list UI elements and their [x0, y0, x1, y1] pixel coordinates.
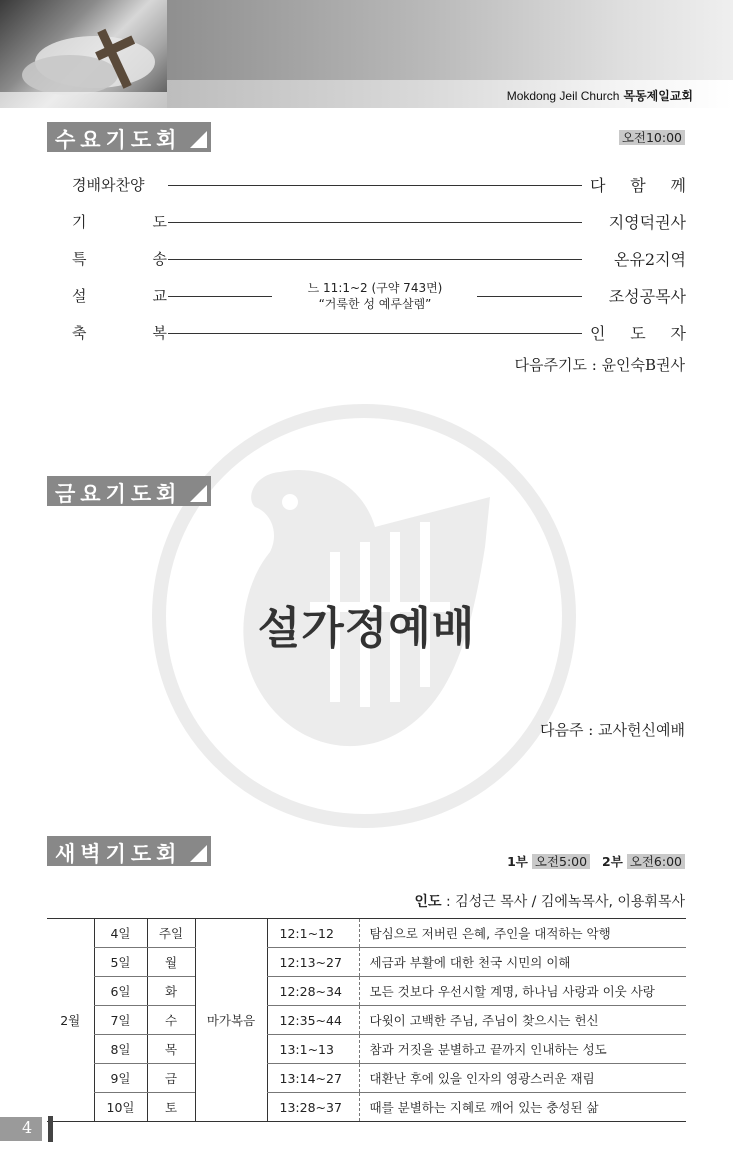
leaders-label: 인도 — [414, 894, 442, 910]
wednesday-time — [619, 128, 685, 146]
date-cell: 5일 — [94, 948, 147, 977]
part1-label: 1부 — [507, 854, 528, 869]
wednesday-title: 수요기도회 — [55, 128, 182, 152]
dawn-leaders — [414, 891, 685, 911]
part2-label: 2부 — [602, 854, 623, 869]
reference-cell: 12:1~12 — [267, 919, 359, 948]
dawn-schedule-table — [47, 918, 686, 1122]
day-cell: 수 — [147, 1006, 195, 1035]
leader-line — [477, 296, 582, 297]
date-cell: 8일 — [94, 1035, 147, 1064]
book-cell: 마가복음 — [195, 919, 267, 1122]
sermon-reference: 느 11:1~2 (구약 743면) — [307, 281, 443, 295]
row-value: 조성공목사 — [608, 287, 686, 306]
wednesday-row-blessing — [72, 322, 686, 344]
reference-cell: 12:13~27 — [267, 948, 359, 977]
church-name-en: Mokdong Jeil Church — [506, 89, 620, 103]
dawn-section-header — [47, 836, 211, 866]
sermon-title: “거룩한 성 예루살렘” — [318, 297, 432, 311]
leader-line — [168, 259, 582, 260]
corner-triangle-icon — [190, 131, 207, 148]
church-name — [507, 87, 693, 104]
topic-cell: 모든 것보다 우선시할 계명, 하나님 사랑과 이웃 사랑 — [359, 977, 686, 1006]
reference-cell: 13:28~37 — [267, 1093, 359, 1122]
day-cell: 화 — [147, 977, 195, 1006]
wednesday-row-worship — [72, 174, 686, 196]
row-label: 설 교 — [72, 287, 167, 305]
row-value: 지영덕권사 — [608, 213, 686, 232]
dawn-title: 새벽기도회 — [55, 842, 182, 866]
part1-time: 오전5:00 — [532, 854, 590, 869]
row-label: 기 도 — [72, 213, 167, 231]
row-value: 온유2지역 — [613, 250, 686, 269]
wednesday-row-sermon — [72, 281, 686, 311]
reference-cell: 12:35~44 — [267, 1006, 359, 1035]
day-cell: 목 — [147, 1035, 195, 1064]
leader-line — [168, 222, 582, 223]
table-row — [47, 948, 686, 977]
table-row — [47, 1064, 686, 1093]
reference-cell: 12:28~34 — [267, 977, 359, 1006]
date-cell: 7일 — [94, 1006, 147, 1035]
friday-main-title: 설가정예배 — [257, 603, 476, 654]
leaders-names: : 김성근 목사 / 김에녹목사, 이용휘목사 — [441, 894, 685, 910]
page-number-bar — [0, 1117, 42, 1141]
church-name-ko: 목동제일교회 — [623, 89, 693, 103]
date-cell: 6일 — [94, 977, 147, 1006]
reference-cell: 13:14~27 — [267, 1064, 359, 1093]
dawn-times — [507, 852, 685, 870]
friday-title: 금요기도회 — [55, 482, 182, 506]
wednesday-section-header — [47, 122, 211, 152]
topic-cell: 탐심으로 저버린 은혜, 주인을 대적하는 악행 — [359, 919, 686, 948]
row-value: 다 함 께 — [590, 176, 686, 195]
corner-triangle-icon — [190, 845, 207, 862]
day-cell: 주일 — [147, 919, 195, 948]
row-value: 인 도 자 — [590, 324, 686, 343]
table-row — [47, 1093, 686, 1122]
day-cell: 금 — [147, 1064, 195, 1093]
date-cell: 10일 — [94, 1093, 147, 1122]
leader-line — [168, 185, 582, 186]
month-cell: 2월 — [47, 919, 94, 1122]
sermon-info — [282, 280, 468, 312]
wednesday-row-special-song — [72, 248, 686, 270]
day-cell: 토 — [147, 1093, 195, 1122]
praying-hands-cross-image — [0, 0, 167, 108]
page-number: 4 — [22, 1118, 33, 1137]
wednesday-next-week: 다음주기도 : 윤인숙B권사 — [514, 356, 685, 374]
wednesday-time-badge: 오전10:00 — [619, 130, 685, 145]
topic-cell: 다윗이 고백한 주님, 주님이 찾으시는 헌신 — [359, 1006, 686, 1035]
topic-cell: 대환난 후에 있을 인자의 영광스러운 재림 — [359, 1064, 686, 1093]
row-label: 축 복 — [72, 324, 167, 342]
table-row — [47, 1035, 686, 1064]
header-photo — [0, 0, 167, 108]
wednesday-row-prayer — [72, 211, 686, 233]
page-number-tick — [48, 1116, 53, 1142]
row-label: 경배와찬양 — [72, 176, 145, 194]
friday-next-week: 다음주 : 교사헌신예배 — [539, 721, 685, 739]
table-row — [47, 919, 686, 948]
topic-cell: 때를 분별하는 지혜로 깨어 있는 충성된 삶 — [359, 1093, 686, 1122]
row-label: 특 송 — [72, 250, 167, 268]
date-cell: 9일 — [94, 1064, 147, 1093]
leader-line — [168, 333, 582, 334]
topic-cell: 참과 거짓을 분별하고 끝까지 인내하는 성도 — [359, 1035, 686, 1064]
table-row — [47, 1006, 686, 1035]
topic-cell: 세금과 부활에 대한 천국 시민의 이해 — [359, 948, 686, 977]
date-cell: 4일 — [94, 919, 147, 948]
corner-triangle-icon — [190, 485, 207, 502]
day-cell: 월 — [147, 948, 195, 977]
friday-section-header — [47, 476, 211, 506]
reference-cell: 13:1~13 — [267, 1035, 359, 1064]
leader-line — [168, 296, 272, 297]
part2-time: 오전6:00 — [627, 854, 685, 869]
table-row — [47, 977, 686, 1006]
